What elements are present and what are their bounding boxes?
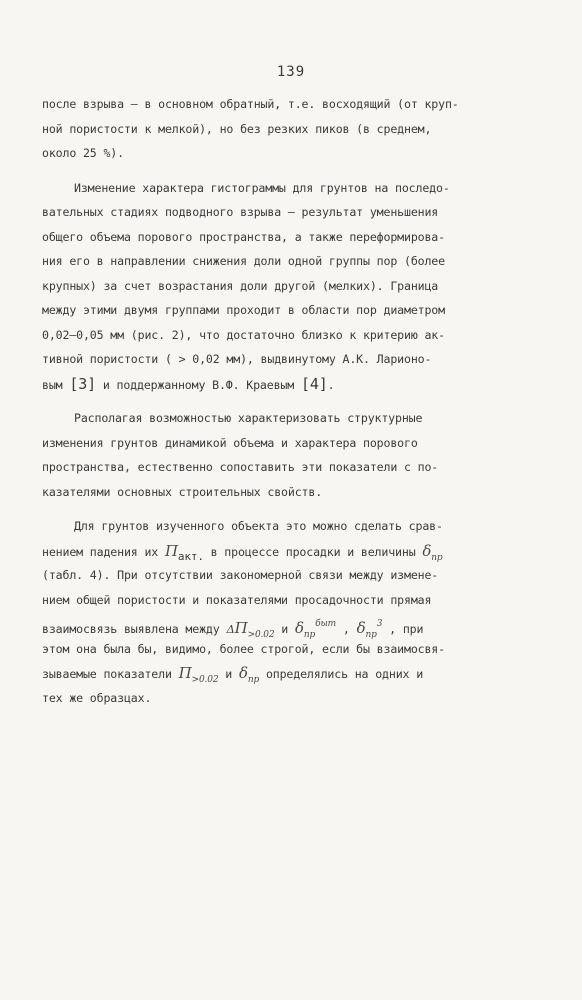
text-line: нием общей пористости и показателями просадочности прямая	[42, 592, 432, 607]
text-line: вательных стадиях подводного взрыва – результат уменьшения	[42, 205, 439, 219]
page-number: 139	[276, 64, 306, 80]
text-line	[42, 661, 502, 686]
subscript-002: >0.02	[191, 675, 219, 685]
text-line: тивной пористости ( > 0,02 мм), выдвинутому А.К. Ларионо-	[42, 352, 432, 366]
text-segment: вым	[42, 377, 63, 392]
text-line: этом она была бы, видимо, более строгой, если бы взаимосвя-	[42, 641, 445, 656]
text-segment: , при	[389, 622, 424, 636]
text-line: около 25 %).	[42, 146, 124, 160]
delta-symbol: δ	[294, 619, 304, 637]
reference-4: [4]	[300, 374, 328, 393]
text-line: Изменение характера гистограммы для грунтов на последо-	[74, 180, 450, 195]
text-line	[42, 539, 502, 564]
text-line: (табл. 4). При отсутствии закономерной связи между измене-	[42, 568, 439, 582]
subscript-002: >0.02	[247, 630, 275, 640]
text-line: общего объема порового пространства, а также переформирова-	[42, 229, 445, 244]
superscript-byt: быт	[315, 619, 337, 629]
text-line: после взрыва – в основном обратный, т.е. восходящий (от круп-	[42, 97, 459, 111]
text-line: между этими двумя группами проходит в области пор диаметром	[42, 303, 445, 317]
text-line: Для грунтов изученного объекта это можно сделать срав-	[74, 519, 443, 533]
text-segment: и поддержанному В.Ф. Краевым	[102, 377, 295, 392]
porosity-symbol: П	[234, 619, 248, 637]
text-line: пространства, естественно сопоставить эти показатели с по-	[42, 460, 439, 474]
delta-symbol: δ	[238, 664, 248, 682]
text-line: тех же образцах.	[42, 690, 152, 705]
text-line: ния его в направлении снижения доли одной группы пор (более	[42, 254, 445, 268]
body-text	[42, 92, 502, 710]
text-line: изменения грунтов динамикой объема и характера порового	[42, 435, 418, 450]
delta-symbol: δ	[422, 541, 432, 560]
text-line: крупных) за счет возрастания доли другой (мелких). Граница	[42, 278, 439, 293]
text-segment: в процессе просадки и величины	[210, 544, 416, 559]
text-segment: и	[281, 622, 289, 636]
reference-3: [3]	[69, 374, 96, 393]
text-line: вым [3] и поддержанному В.Ф. Краевым [4].	[42, 374, 335, 393]
text-segment: нением падения их	[42, 544, 159, 559]
text-line: Располагая возможностью характеризовать структурные	[74, 411, 423, 425]
subscript-akt: акт.	[177, 549, 204, 563]
delta-symbol: δ	[356, 619, 366, 637]
text-segment: зываемые показатели	[42, 667, 172, 681]
text-line: взаимосвязь выявлена между $\Delta П_{>0.02}$ и $\delta_{пр}^{быт}$ , $\delta_{пр}^3$ , при	[42, 619, 424, 640]
text-line: казателями основных строительных свойств.	[42, 484, 323, 499]
porosity-symbol: П	[164, 541, 178, 560]
text-line: 0,02–0,05 мм (рис. 2), что достаточно близко к критерию ак-	[42, 327, 445, 342]
subscript-pr: пр	[303, 630, 316, 640]
porosity-symbol: П	[178, 664, 192, 682]
subscript-pr: пр	[247, 675, 260, 685]
superscript-3: 3	[376, 619, 383, 629]
subscript-pr: пр	[431, 552, 443, 563]
subscript-pr: пр	[365, 630, 377, 640]
text-line: ной пористости к мелкой), но без резких пиков (в среднем,	[42, 121, 432, 136]
text-segment: взаимосвязь выявлена между	[42, 622, 220, 636]
text-segment: и	[225, 667, 233, 681]
text-segment: определялись на одних и	[265, 667, 424, 681]
delta-small-symbol: Δ	[226, 622, 235, 636]
